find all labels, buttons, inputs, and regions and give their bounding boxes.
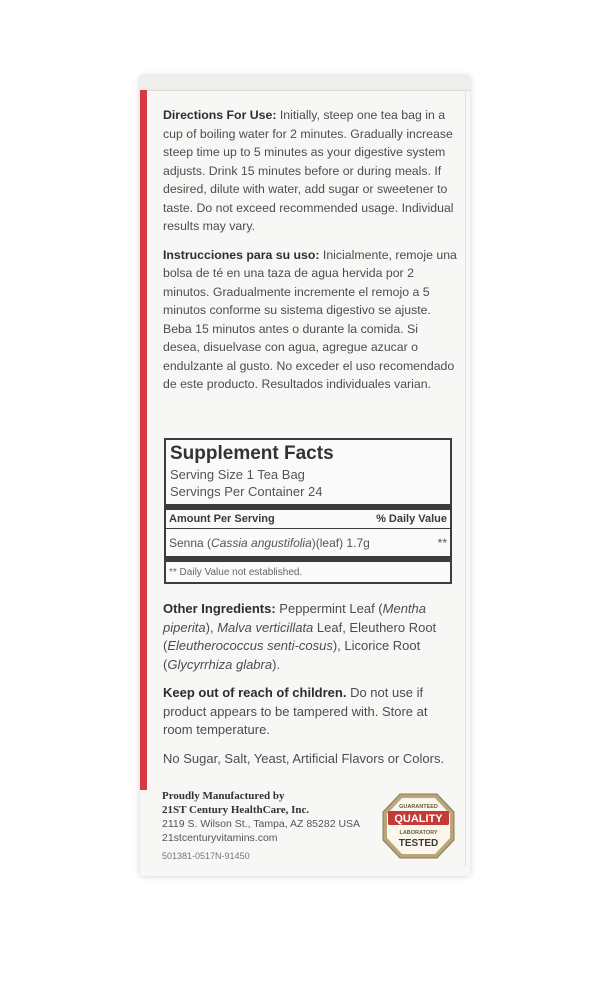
warning-heading: Keep out of reach of children. [163, 685, 347, 700]
directions-english [163, 106, 457, 236]
ingredient-name: Senna ( [169, 536, 212, 550]
latin-name: Eleutherococcus senti-cosus [167, 638, 333, 653]
other-ingredients-text: ). [272, 656, 281, 672]
lower-text-block [163, 600, 457, 768]
box-top-edge [140, 76, 470, 91]
ingredient-latin: Cassia angustifolia [211, 536, 312, 550]
seal-laboratory: LABORATORY [399, 830, 438, 836]
supplement-facts-panel [164, 438, 452, 584]
free-from-statement: No Sugar, Salt, Yeast, Artificial Flavors or Colors. [163, 750, 445, 766]
manufacturer-intro: Proudly Manufactured by [162, 790, 285, 802]
directions-block [163, 106, 457, 394]
seal-guaranteed: GUARANTEED [399, 804, 438, 810]
latin-name: Malva verticillata [217, 619, 314, 635]
warning-text: Do not use if product appears to be tampered with. Store at room temperature. [163, 685, 428, 737]
instrucciones-text: Inicialmente, remoje una bolsa de té en una taza de agua hervida por 2 minutos. Gradualmente incremente el remojo a 5 minutos conforme su sistema digestivo se ajuste. Beba 15 minutos antes o durante la comida. Si desea, disuelvase con agua, agregue azucar o endulzante al gusto. No exceder el uso recomendado de este producto. Resultados individuales varian. [163, 247, 457, 391]
manufacturer-block [162, 789, 360, 845]
ingredient-row [166, 529, 450, 556]
box-fold-line [465, 90, 466, 866]
ingredient-amount: )(leaf) 1.7g [311, 536, 370, 550]
facts-title: Supplement Facts [170, 443, 334, 464]
dv-header: % Daily Value [376, 513, 447, 525]
ingredient-dv: ** [437, 536, 447, 550]
manufacturer-address: 2119 S. Wilson St., Tampa, AZ 85282 USA [162, 818, 361, 830]
warning [163, 684, 457, 740]
seal-quality: QUALITY [394, 813, 443, 825]
latin-name: Mentha piperita [163, 601, 427, 635]
facts-footnote: ** Daily Value not established. [169, 567, 303, 578]
other-ingredients-heading: Other Ingredients: [163, 601, 276, 616]
directions-spanish [163, 246, 457, 394]
red-edge-stripe [140, 90, 147, 790]
quality-seal-icon [381, 792, 456, 860]
amount-header: Amount Per Serving [169, 513, 275, 525]
latin-name: Glycyrrhiza glabra [167, 656, 273, 672]
directions-heading: Directions For Use: [163, 108, 277, 122]
facts-header-row [166, 510, 450, 529]
manufacturer-name: 21ST Century HealthCare, Inc. [162, 804, 310, 816]
manufacturer-website: 21stcenturyvitamins.com [162, 832, 278, 844]
other-ingredients [163, 600, 457, 674]
serving-size: Serving Size 1 Tea Bag [170, 467, 305, 482]
seal-tested: TESTED [398, 838, 439, 849]
other-ingredients-text: Peppermint Leaf ( [275, 601, 383, 616]
other-ingredients-text: ), Licorice Root ( [163, 638, 421, 672]
product-box-side [140, 76, 470, 876]
ingredient-label [169, 536, 370, 550]
other-ingredients-text: Leaf, Eleuthero Root ( [163, 619, 437, 653]
servings-per-container: Servings Per Container 24 [170, 484, 323, 499]
other-ingredients-text: ), [205, 619, 218, 635]
product-code: 501381-0517N-91450 [162, 851, 250, 861]
directions-text: Initially, steep one tea bag in a cup of boiling water for 2 minutes. Gradually increase steep time up to 5 minutes as your digestive system adjusts. Drink 15 minutes before or during meals. If desired, dilute with water, add sugar or sweetener to taste. Do not exceed recommended usage. Individual results may vary. [163, 108, 454, 233]
instrucciones-heading: Instrucciones para su uso: [163, 247, 320, 262]
